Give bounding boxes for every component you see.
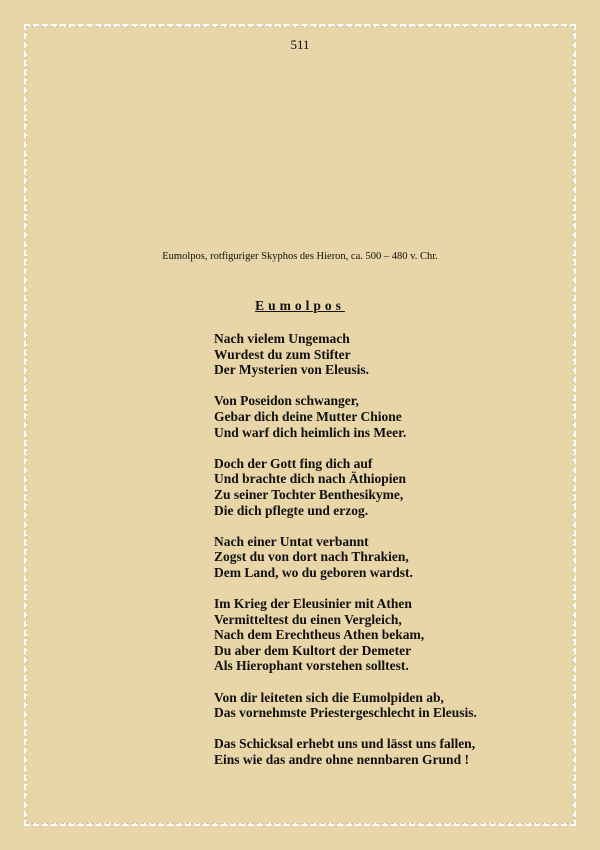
stanza [214, 331, 574, 378]
poem-line: Im Krieg der Eleusinier mit Athen [214, 596, 412, 612]
poem-line: Zogst du von dort nach Thrakien, [214, 549, 409, 565]
poem-line: Nach vielem Ungemach [214, 331, 350, 346]
poem-line: Nach dem Erechtheus Athen bekam, [214, 627, 425, 643]
poem-line: Von Poseidon schwanger, [214, 393, 359, 409]
poem-line: Das vornehmste Priestergeschlecht in Eleusis. [214, 705, 477, 721]
poem-line: Und brachte dich nach Äthiopien [214, 471, 407, 487]
poem-line: Doch der Gott fing dich auf [214, 455, 373, 471]
poem-line: Als Hierophant vorstehen solltest. [214, 658, 409, 674]
poem-line: Von dir leiteten sich die Eumolpiden ab, [214, 689, 444, 705]
stanza [214, 393, 574, 440]
poem-line: Der Mysterien von Eleusis. [214, 362, 369, 378]
poem-title: Eumolpos [255, 298, 345, 313]
poem-line: Eins wie das andre ohne nennbaren Grund ! [214, 752, 469, 768]
poem-line: Zu seiner Tochter Benthesikyme, [214, 486, 404, 502]
poem-line: Die dich pflegte und erzog. [214, 502, 369, 518]
poem-line: Du aber dem Kultort der Demeter [214, 642, 412, 658]
poem-line: Gebar dich deine Mutter Chione [214, 408, 402, 424]
stanza [214, 456, 574, 518]
stanza [214, 596, 574, 674]
poem-line: Und warf dich heimlich ins Meer. [214, 424, 407, 440]
poem-line: Dem Land, wo du geboren wardst. [214, 564, 413, 580]
poem-line: Das Schicksal erhebt uns und lässt uns fallen, [214, 736, 476, 752]
stanza [214, 534, 574, 581]
poem-line: Nach einer Untat verbannt [214, 533, 369, 549]
stanza [214, 736, 574, 767]
image-caption: Eumolpos, rotfiguriger Skyphos des Hieron, ca. 500 – 480 v. Chr. [162, 251, 438, 262]
stanza [214, 690, 574, 721]
poem-line: Vermitteltest du einen Vergleich, [214, 611, 402, 627]
page-number: 511 [290, 37, 310, 52]
poem-line: Wurdest du zum Stifter [214, 346, 351, 362]
poem-body [214, 331, 574, 783]
